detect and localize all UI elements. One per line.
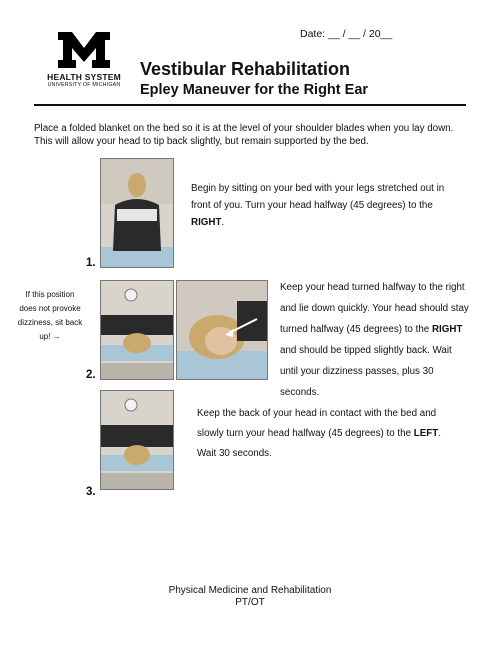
step-1-photo [100, 158, 174, 268]
step-1-number: 1. [86, 257, 96, 269]
step-2-text-after: and should be tipped slightly back. Wait until your dizziness passes, plus 30 seconds. [280, 345, 452, 398]
page-title: Vestibular Rehabilitation [140, 59, 351, 79]
university-logo [58, 32, 110, 68]
step-3-photo [100, 390, 174, 490]
step-2-photo-right [176, 280, 268, 380]
step-2-text-before: Keep your head turned halfway to the right and lie down quickly. Your head should stay turned halfway (45 degrees) to the [280, 282, 469, 335]
step-1-text [191, 180, 456, 231]
footer-department: Physical Medicine and Rehabilitation [168, 585, 332, 596]
page-subtitle: Epley Maneuver for the Right Ear [140, 82, 369, 98]
side-note: If this position does not provoke dizziness, sit back up! → [17, 290, 83, 341]
step-3-text [197, 404, 457, 464]
logo-line-1: HEALTH SYSTEM [47, 72, 121, 82]
step-3-emphasis: LEFT [413, 428, 439, 439]
step-2-emphasis: RIGHT [431, 324, 463, 335]
intro-paragraph: Place a folded blanket on the bed so it is at the level of your shoulder blades when you lay down. This will allow your head to tip back slightly, but remain supported by the bed. [34, 123, 454, 147]
step-2-text [280, 277, 470, 403]
date-field: Date: __ / __ / 20__ [300, 28, 393, 40]
step-1-text-before: Begin by sitting on your bed with your legs stretched out in front of you. Turn your head halfway (45 degrees) to the [191, 183, 445, 211]
step-2-number: 2. [86, 369, 96, 381]
page-footer [150, 585, 350, 609]
footer-unit: PT/OT [235, 597, 265, 608]
step-3-number: 3. [86, 486, 96, 498]
step-3-text-after: . Wait 30 seconds. [197, 428, 441, 459]
logo-line-2: UNIVERSITY OF MICHIGAN [47, 82, 121, 88]
header-divider [34, 104, 466, 106]
step-1-emphasis: RIGHT [191, 217, 222, 228]
step-3-text-before: Keep the back of your head in contact with the bed and slowly turn your head halfway (45 degrees) to the [197, 408, 437, 439]
block-m-icon [58, 32, 110, 68]
step-2-photo-left [100, 280, 174, 380]
step-1-text-after: . [221, 217, 225, 228]
